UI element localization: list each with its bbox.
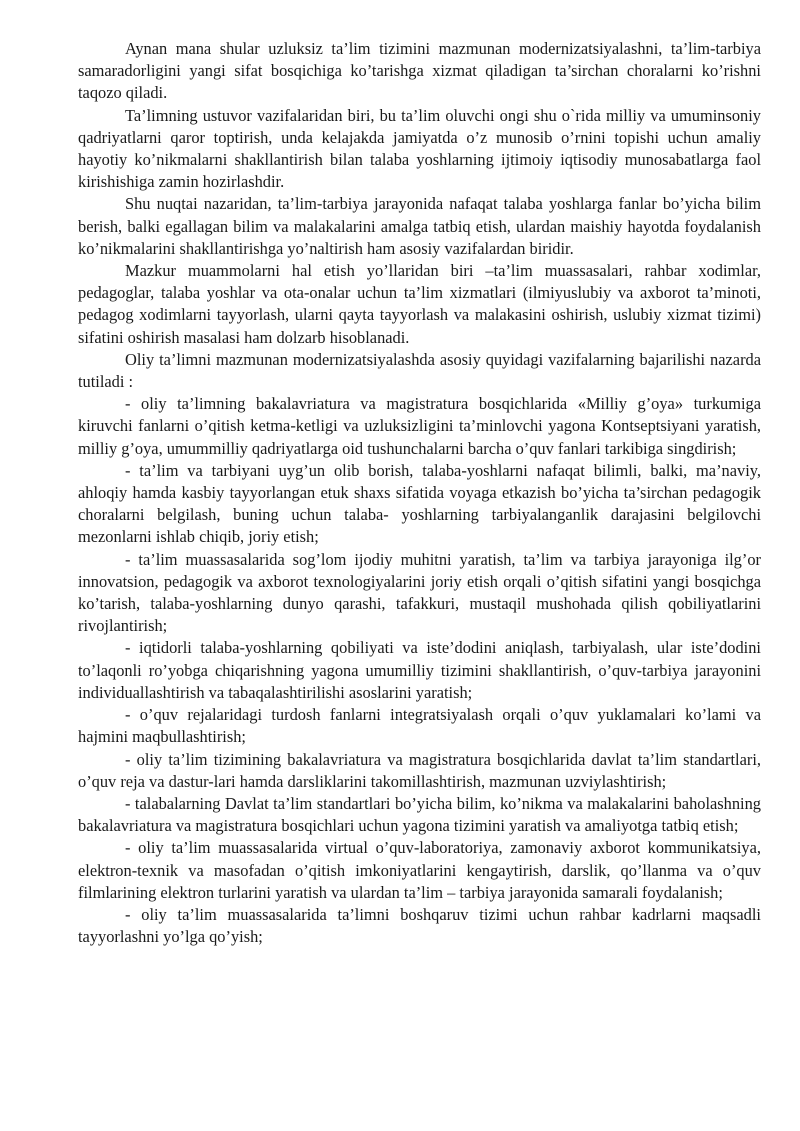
- list-item-3: - ta’lim muassasalarida sog’lom ijodiy muhitni yaratish, ta’lim va tarbiya jarayoniga ilg’or innovatsion, pedagogik va axborot texnologiyalarini joriy etish orqali o’qitish sifatini yangi bosqichga ko’tarish, talaba-yoshlarning dunyo qarashi, tafakkuri, mustaqil mushohada qilish qobiliyatlarini rivojlantirish;: [78, 549, 761, 636]
- list-item-9: - oliy ta’lim muassasalarida ta’limni boshqaruv tizimi uchun rahbar kadrlarni maqsadli tayyorlashni yo’lga qo’yish;: [78, 904, 761, 947]
- list-item-5: - o’quv rejalaridagi turdosh fanlarni integratsiyalash orqali o’quv yuklamalari ko’lami va hajmini maqbullashtirish;: [78, 705, 761, 747]
- list-item-4: - iqtidorli talaba-yoshlarning qobiliyati va iste’dodini aniqlash, tarbiyalash, ular iste’dodini to’laqonli ro’yobga chiqarishning yagona umumilliy tizimini shakllantirish, o’quv-tarbiya jarayonini individuallashtirish va tabaqalashtirilishi asoslarini yaratish;: [78, 638, 761, 702]
- list-item-8: - oliy ta’lim muassasalarida virtual o’quv-laboratoriya, zamonaviy axborot kommunikatsiya, elektron-texnik va masofadan o’qitish imkoniyatlarini kengaytirish, darslik, qo’llanma va o’quv filmlarining elektron turlarini yaratish va ulardan ta’lim – tarbiya jarayonida samarali foydalanish;: [78, 838, 761, 902]
- document-page: [78, 38, 761, 948]
- list-item-6: - oliy ta’lim tizimining bakalavriatura va magistratura bosqichlarida davlat ta’lim standartlari, o’quv reja va dastur-lari hamda darsliklarini takomillashtirish, mazmunan uzviylashtirish;: [78, 749, 761, 791]
- paragraph-5: Oliy ta’limni mazmunan modernizatsiyalashda asosiy quyidagi vazifalarning bajarilishi nazarda tutiladi :: [78, 349, 761, 392]
- paragraph-2: Ta’limning ustuvor vazifalaridan biri, bu ta’lim oluvchi ongi shu o`rida milliy va umuminsoniy qadriyatlarni qaror toptirish, unda kelajakda jamiyatda o’z munosib o’rnini topishi uchun amaliy hayotiy ko’nikmalarni shakllantirish bilan talaba yoshlarning ijtimoiy iqtisodiy munosabatlarga faol kirishishiga zamin hozirlashdir.: [78, 105, 761, 192]
- list-item-7: - talabalarning Davlat ta’lim standartlari bo’yicha bilim, ko’nikma va malakalarini baholashning bakalavriatura va magistratura bosqichlari uchun yagona tizimini yaratish va amaliyotga tatbiq etish;: [78, 793, 761, 836]
- paragraph-3: Shu nuqtai nazaridan, ta’lim-tarbiya jarayonida nafaqat talaba yoshlarga fanlar bo’yicha bilim berish, balki egallagan bilim va malakalarini amalga tatbiq etish, ulardan maishiy hayotda foydalanish ko’nikmalarini shakllantirishga yo’naltirish ham asosiy vazifalardan biridir.: [78, 194, 761, 258]
- paragraph-4: Mazkur muammolarni hal etish yo’llaridan biri –ta’lim muassasalari, rahbar xodimlar, pedagoglar, talaba yoshlar va ota-onalar uchun ta’lim xizmatlari (ilmiyuslubiy va axborot ta’minoti, pedagog xodimlarni tayyorlash, ularni qayta tayyorlash va malakasini oshirish, uslubiy xizmat tizimi) sifatini oshirish masalasi ham dolzarb hisoblanadi.: [78, 261, 761, 347]
- list-item-2: - ta’lim va tarbiyani uyg’un olib borish, talaba-yoshlarni nafaqat bilimli, balki, ma’naviy, ahloqiy hamda kasbiy tayyorlangan etuk shaxs sifatida voyaga etkazish bo’yicha ta’sirchan pedagogik choralarni belgilash, buning uchun talaba- yoshlarning tarbiyalanganlik darajasini belgilovchi mezonlarni ishlab chiqib, joriy etish;: [78, 460, 761, 547]
- paragraph-1: Aynan mana shular uzluksiz ta’lim tizimini mazmunan modernizatsiyalashni, ta’lim-tarbiya samaradorligini yangi sifat bosqichiga ko’tarishga xizmat qiladigan ta’sirchan choralarni ko’rishni taqozo qiladi.: [78, 39, 761, 103]
- list-item-1: - oliy ta’limning bakalavriatura va magistratura bosqichlarida «Milliy g’oya» turkumiga kiruvchi fanlarni o’qitish ketma-ketligi va uzluksizligini ta’minlovchi yagona Kontseptsiyani yaratish, milliy g’oya, umummilliy qadriyatlarga oid tushunchalarni barcha o’quv fanlari tarkibiga singdirish;: [78, 394, 761, 458]
